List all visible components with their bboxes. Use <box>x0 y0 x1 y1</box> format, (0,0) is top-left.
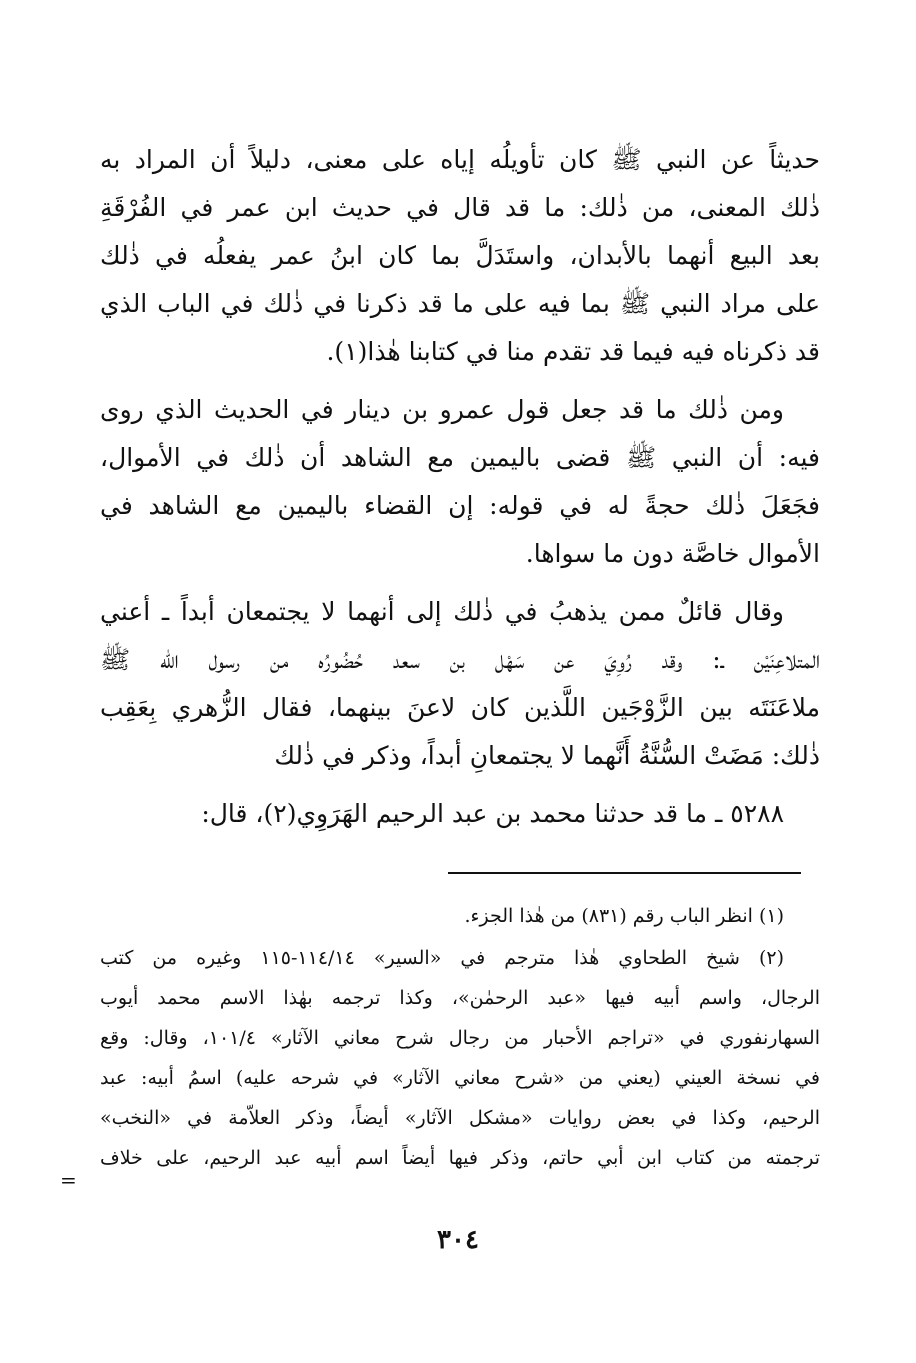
continuation-mark: = <box>60 1168 77 1192</box>
text-line: ٥٢٨٨ ـ ما قد حدثنا محمد بن عبد الرحيم الهَرَوِي(٢)، قال: <box>201 799 784 828</box>
text-line: وقال قائلٌ ممن يذهبُ في ذٰلك إلى أنهما لا يجتمعان أبداً ـ أعني <box>100 597 784 626</box>
text-line: حديثاً عن النبي ﷺ كان تأويلُه إياه على معنى، دليلاً أن المراد به <box>100 145 820 174</box>
footnote-line: (١) انظر الباب رقم (٨٣١) من هٰذا الجزء. <box>464 905 784 927</box>
footnote-1 <box>100 896 820 936</box>
text-line: ومن ذٰلك ما قد جعل قول عمرو بن دينار في الحديث الذي روى <box>100 395 784 424</box>
footnote-line: ترجمته من كتاب ابن أبي حاتم، وذكر فيها أيضاً اسم أبيه عبد الرحيم، على خلاف <box>100 1147 820 1169</box>
footnote-line: الرحيم، وكذا في بعض روايات «مشكل الآثار» أيضاً، وذكر العلاّمة في «النخب» <box>100 1107 820 1129</box>
paragraph-3 <box>100 588 820 780</box>
paragraph-1 <box>100 136 820 376</box>
paragraph-4 <box>100 790 820 838</box>
text-line: قد ذكرناه فيه فيما قد تقدم منا في كتابنا هٰذا(١). <box>326 337 820 366</box>
paragraph-2 <box>100 386 820 578</box>
footnote-2 <box>100 938 820 1178</box>
text-line: ملاعَنَتَه بين الزَّوْجَين اللَّذين كان لاعنَ بينهما، فقال الزُّهري بِعَقِب <box>100 693 820 722</box>
text-line: بعد البيع أنهما بالأبدان، واستَدَلَّ بما كان ابنُ عمر يفعلُه في ذٰلك <box>100 241 820 270</box>
footnote-line: (٢) شيخ الطحاوي هٰذا مترجم في «السير» ١١٤/١٤-١١٥ وغيره من كتب <box>100 947 784 969</box>
text-line: المتلاعِنَيْن ـ: وقد رُوِيَ عن سَهْل بن سعد حُضُورُه من رسول الله ﷺ <box>100 645 820 674</box>
footnote-separator <box>448 872 801 874</box>
page-number: ٣٠٤ <box>437 1225 479 1255</box>
text-line: ذٰلك: مَضَتْ السُّنَّةُ أَنَّهما لا يجتمعانِ أبداً، وذكر في ذٰلك <box>274 741 820 770</box>
text-line: على مراد النبي ﷺ بما فيه على ما قد ذكرنا في ذٰلك في الباب الذي <box>100 289 820 318</box>
text-line: الأموال خاصَّة دون ما سواها. <box>525 539 820 568</box>
footnote-line: الرجال، واسم أبيه فيها «عبد الرحمٰن»، وكذا ترجمه بهٰذا الاسم محمد أيوب <box>100 987 820 1009</box>
text-line: فيه: أن النبي ﷺ قضى باليمين مع الشاهد أن ذٰلك في الأموال، <box>100 443 820 472</box>
text-line: فجَعَلَ ذٰلك حجةً له في قوله: إن القضاء باليمين مع الشاهد في <box>100 491 820 520</box>
text-line: ذٰلك المعنى، من ذٰلك: ما قد قال في حديث ابن عمر في الفُرْقَةِ <box>100 193 820 222</box>
footnote-line: السهارنفوري في «تراجم الأحبار من رجال شرح معاني الآثار» ١٠١/٤، وقال: وقع <box>100 1027 820 1049</box>
footnote-line: في نسخة العيني (يعني من «شرح معاني الآثار» في شرحه عليه) اسمُ أبيه: عبد <box>100 1067 820 1089</box>
